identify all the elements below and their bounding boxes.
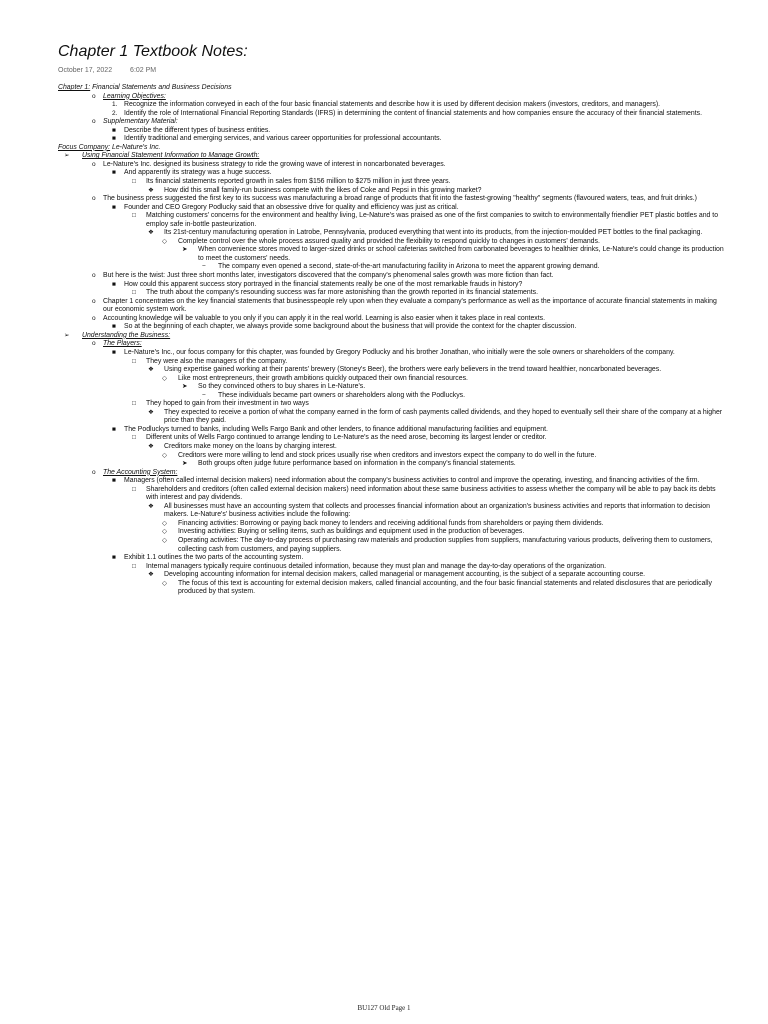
bullet-marker: □	[132, 434, 136, 442]
line-text: Matching customers' concerns for the environment and healthy living, Le-Nature's was praised as one of the first companies to switch to environmentally friendlier PET plastic bottles and to employ safe in-bottle pasteurization.	[146, 212, 719, 228]
page-meta	[58, 67, 156, 74]
outline-line	[0, 392, 768, 401]
outline-line	[0, 452, 768, 461]
bullet-marker: o	[92, 272, 96, 280]
outline-line	[0, 144, 768, 153]
bullet-marker: ❖	[148, 502, 154, 510]
outline-line	[0, 375, 768, 384]
bullet-marker: ➤	[182, 246, 188, 254]
outline-line	[0, 127, 768, 136]
line-text: Both groups often judge future performance based on information in the company's financial statements.	[198, 460, 516, 468]
line-text: And apparently its strategy was a huge success.	[124, 169, 272, 177]
outline-line	[0, 315, 768, 324]
outline-line	[0, 340, 768, 349]
line-text: When convenience stores moved to larger-sized drinks or school cafeterias switched from carbonated beverages to healthier drinks, Le-Nature's could change its production to meet the customers' needs.	[198, 246, 724, 262]
line-text: The focus of this text is accounting for external decision makers, called financial accounting, and the four basic financial statements and related disclosures that are periodically produced by that system.	[178, 579, 712, 596]
line-text: All businesses must have an accounting system that collects and processes financial information about an organization's business activities and reports that information to decision makers. Le-Nature's' business activities include the following:	[164, 502, 710, 519]
outline-line	[0, 263, 768, 272]
line-text: Founder and CEO Gregory Podlucky said that an obsessive drive for quality and efficiency was just as critical.	[124, 203, 459, 211]
outline-line	[0, 332, 768, 341]
bullet-marker: □	[132, 178, 136, 186]
outline-line	[0, 528, 768, 537]
outline-line	[0, 580, 768, 597]
outline-line	[0, 469, 768, 478]
page-footer: BU127 Old Page 1	[357, 1004, 411, 1012]
line-text: So at the beginning of each chapter, we always provide some background about the business that will provide the context for the chapter discussion.	[124, 323, 577, 331]
outline-line	[0, 537, 768, 554]
outline-line	[0, 477, 768, 486]
outline-line	[0, 238, 768, 247]
line-text: Managers (often called internal decision makers) need information about the company's business activities to control and improve the operating, investing, and financing activities of the firm.	[124, 477, 700, 485]
outline-line	[0, 195, 768, 204]
outline-line	[0, 281, 768, 290]
bullet-marker: o	[92, 340, 96, 348]
line-text: Complete control over the whole process assured quality and provided the flexibility to respond quickly to changes in customers' demands.	[178, 237, 600, 245]
line-text: How could this apparent success story portrayed in the financial statements really be one of the most remarkable frauds in history?	[124, 280, 523, 288]
bullet-marker: o	[92, 195, 96, 203]
bullet-marker: ➤	[182, 383, 188, 391]
outline-line	[0, 434, 768, 443]
line-text: The Podluckys turned to banks, including Wells Fargo Bank and other lenders, to finance additional manufacturing facilities and equipment.	[124, 425, 548, 433]
bullet-marker: o	[92, 314, 96, 322]
bullet-marker: ◇	[162, 451, 167, 459]
line-text: Developing accounting information for internal decision makers, called managerial or management accounting, is the subject of a separate accounting course.	[164, 571, 646, 579]
outline-line	[0, 152, 768, 161]
page-time: 6:02 PM	[130, 67, 157, 74]
bullet-marker: o	[92, 297, 96, 305]
line-text: Chapter 1 concentrates on the key financial statements that businesspeople rely upon when they evaluate a company's performance as well as the importance of accurate financial statements in making our economic system work.	[103, 297, 717, 314]
line-text: Using expertise gained working at their parents' brewery (Stoney's Beer), the brothers were early believers in the trend toward healthier, noncarbonated beverages.	[164, 366, 662, 374]
bullet-marker: □	[132, 357, 136, 365]
bullet-marker: □	[132, 400, 136, 408]
outline-line	[0, 400, 768, 409]
bullet-marker: ➢	[64, 152, 70, 160]
line-text: The company even opened a second, state-of-the-art manufacturing facility in Arizona to meet the apparent growing demand.	[218, 263, 600, 271]
bullet-marker: ■	[112, 554, 116, 562]
line-text: Financing activities: Borrowing or paying back money to lenders and receiving additional funds from shareholders or paying them dividends.	[178, 519, 604, 527]
outline-line	[0, 135, 768, 144]
heading-text: Chapter 1:	[58, 84, 91, 91]
line-text: Recognize the information conveyed in each of the four basic financial statements and describe how it is used by different decision makers (investors, creditors, and managers).	[124, 101, 661, 109]
outline-line	[0, 323, 768, 332]
line-text: Internal managers typically require continuous detailed information, because they must plan and manage the day-to-day operations of the organization.	[146, 562, 607, 570]
heading-text: Financial Statements and Business Decisions	[90, 84, 232, 91]
outline-line	[0, 571, 768, 580]
heading-text: The Accounting System:	[103, 468, 178, 476]
line-text: Creditors were more willing to lend and stock prices usually rise when creditors and investors expect the company to do well in the future.	[178, 451, 597, 459]
outline-line	[0, 289, 768, 298]
line-text: Like most entrepreneurs, their growth ambitions quickly outpaced their own financial resources.	[178, 374, 468, 382]
line-text: So they convinced others to buy shares in Le-Nature's.	[198, 383, 366, 391]
outline-line	[0, 272, 768, 281]
line-text: Accounting knowledge will be valuable to you only if you can apply it in the real world. Learning is also easier when it takes place in real contexts.	[103, 314, 546, 322]
line-text: Investing activities: Buying or selling items, such as buildings and equipment used in the production of beverages.	[178, 528, 525, 536]
outline-line	[0, 84, 768, 93]
outline-line	[0, 229, 768, 238]
bullet-marker: ❖	[148, 408, 154, 416]
heading-text: Supplementary Material:	[103, 118, 178, 126]
outline-line	[0, 298, 768, 315]
bullet-marker: ❖	[148, 366, 154, 374]
line-text: They were also the managers of the company.	[146, 357, 288, 365]
bullet-marker: ❖	[148, 186, 154, 194]
bullet-marker: ■	[112, 477, 116, 485]
outline-line	[0, 118, 768, 127]
line-text: These individuals became part owners or shareholders along with the Podluckys.	[218, 391, 466, 399]
bullet-marker: ❖	[148, 229, 154, 237]
bullet-marker: ◇	[162, 579, 167, 587]
heading-text: Understanding the Business:	[82, 331, 171, 339]
bullet-marker: ■	[112, 135, 116, 143]
outline-line	[0, 358, 768, 367]
bullet-marker: ■	[112, 126, 116, 134]
outline-line	[0, 460, 768, 469]
outline-line	[0, 212, 768, 229]
bullet-marker: ➤	[182, 460, 188, 468]
bullet-marker: ➢	[64, 331, 70, 339]
bullet-marker: □	[132, 212, 136, 220]
outline-line	[0, 443, 768, 452]
bullet-marker: ◇	[162, 519, 167, 527]
bullet-marker: ■	[112, 280, 116, 288]
outline-line	[0, 178, 768, 187]
bullet-marker: □	[132, 289, 136, 297]
line-text: Identify the role of International Financial Reporting Standards (IFRS) in determining the content of financial statements and how companies ensure the accuracy of their financial statements.	[124, 109, 702, 117]
outline-line	[0, 409, 768, 426]
heading-text: Learning Objectives:	[103, 92, 166, 100]
line-text: They expected to receive a portion of what the company earned in the form of cash payments called dividends, and they hoped to eventually sell their share of the company at a higher price than they paid.	[164, 408, 723, 425]
bullet-marker: o	[92, 92, 96, 100]
bullet-marker: ❖	[148, 571, 154, 579]
outline-line	[0, 246, 768, 263]
heading-text: The Players:	[103, 340, 142, 348]
line-text: Shareholders and creditors (often called external decision makers) need information about these same business activities to assess whether the company will be able to pay back its debts with interest and pay dividends.	[146, 485, 716, 502]
bullet-marker: ■	[112, 323, 116, 331]
outline-line	[0, 204, 768, 213]
line-text: How did this small family-run business compete with the likes of Coke and Pepsi in this growing market?	[164, 186, 482, 194]
outline-line	[0, 426, 768, 435]
bullet-marker: ◇	[162, 374, 167, 382]
bullet-marker: ◇	[162, 237, 167, 245]
bullet-marker: o	[92, 468, 96, 476]
bullet-marker: □	[132, 562, 136, 570]
line-text: Its financial statements reported growth in sales from $156 million to $275 million in just three years.	[146, 178, 451, 186]
outline-line	[0, 520, 768, 529]
heading-text: Le-Nature's Inc.	[110, 143, 161, 151]
page-date: October 17, 2022	[58, 67, 113, 74]
outline-line	[0, 554, 768, 563]
bullet-marker: o	[92, 160, 96, 168]
outline-line	[0, 383, 768, 392]
bullet-marker: ■	[112, 169, 116, 177]
line-text: Describe the different types of business entities.	[124, 126, 271, 134]
bullet-marker: 1.	[112, 101, 118, 109]
line-text: Identify traditional and emerging services, and various career opportunities for professional accountants.	[124, 135, 442, 143]
bullet-marker: ◇	[162, 528, 167, 536]
notes-outline	[0, 84, 768, 597]
bullet-marker: ■	[112, 203, 116, 211]
bullet-marker: −	[202, 263, 206, 271]
outline-line	[0, 349, 768, 358]
line-text: The business press suggested the first key to its success was manufacturing a broad range of products that fit into the fastest-growing "healthy" segments (flavoured waters, teas, and fruit drinks.)	[103, 195, 697, 203]
heading-text: Focus Company:	[58, 143, 111, 151]
bullet-marker: □	[132, 485, 136, 493]
outline-line	[0, 503, 768, 520]
outline-line	[0, 187, 768, 196]
line-text: Le-Nature's Inc. designed its business strategy to ride the growing wave of interest in noncarbonated beverages.	[103, 160, 446, 168]
outline-line	[0, 366, 768, 375]
outline-line	[0, 101, 768, 110]
outline-line	[0, 93, 768, 102]
page-title: Chapter 1 Textbook Notes:	[58, 43, 248, 60]
outline-line	[0, 161, 768, 170]
bullet-marker: ◇	[162, 536, 167, 544]
line-text: Le-Nature's Inc., our focus company for this chapter, was founded by Gregory Podlucky and his brother Jonathan, who initially were the sole owners or shareholders of the company.	[124, 348, 675, 356]
bullet-marker: 2.	[112, 109, 118, 117]
line-text: But here is the twist: Just three short months later, investigators discovered that the company's phenomenal sales growth was more fiction than fact.	[103, 272, 554, 280]
outline-line	[0, 563, 768, 572]
bullet-marker: ■	[112, 348, 116, 356]
outline-line	[0, 110, 768, 119]
bullet-marker: o	[92, 118, 96, 126]
line-text: They hoped to gain from their investment in two ways	[146, 400, 309, 408]
bullet-marker: −	[202, 391, 206, 399]
outline-line	[0, 169, 768, 178]
line-text: The truth about the company's resounding success was far more astonishing than the growth reported in its financial statements.	[146, 289, 538, 297]
heading-text: Using Financial Statement Information to Manage Growth:	[82, 152, 260, 160]
line-text: Operating activities: The day-to-day process of purchasing raw materials and production supplies from suppliers, manufacturing various products, delivering them to customers, collecting cash from customers, and paying suppliers.	[178, 536, 713, 553]
outline-line	[0, 486, 768, 503]
line-text: Different units of Wells Fargo continued to arrange lending to Le-Nature's as the need arose, becoming its largest lender or creditor.	[146, 434, 547, 442]
line-text: Its 21st-century manufacturing operation in Latrobe, Pennsylvania, produced everything that went into its products, from the injection-moulded PET bottles to the final packaging.	[164, 229, 703, 237]
bullet-marker: ❖	[148, 442, 154, 450]
line-text: Exhibit 1.1 outlines the two parts of the accounting system.	[124, 554, 304, 562]
line-text: Creditors make money on the loans by charging interest.	[164, 442, 337, 450]
bullet-marker: ■	[112, 425, 116, 433]
